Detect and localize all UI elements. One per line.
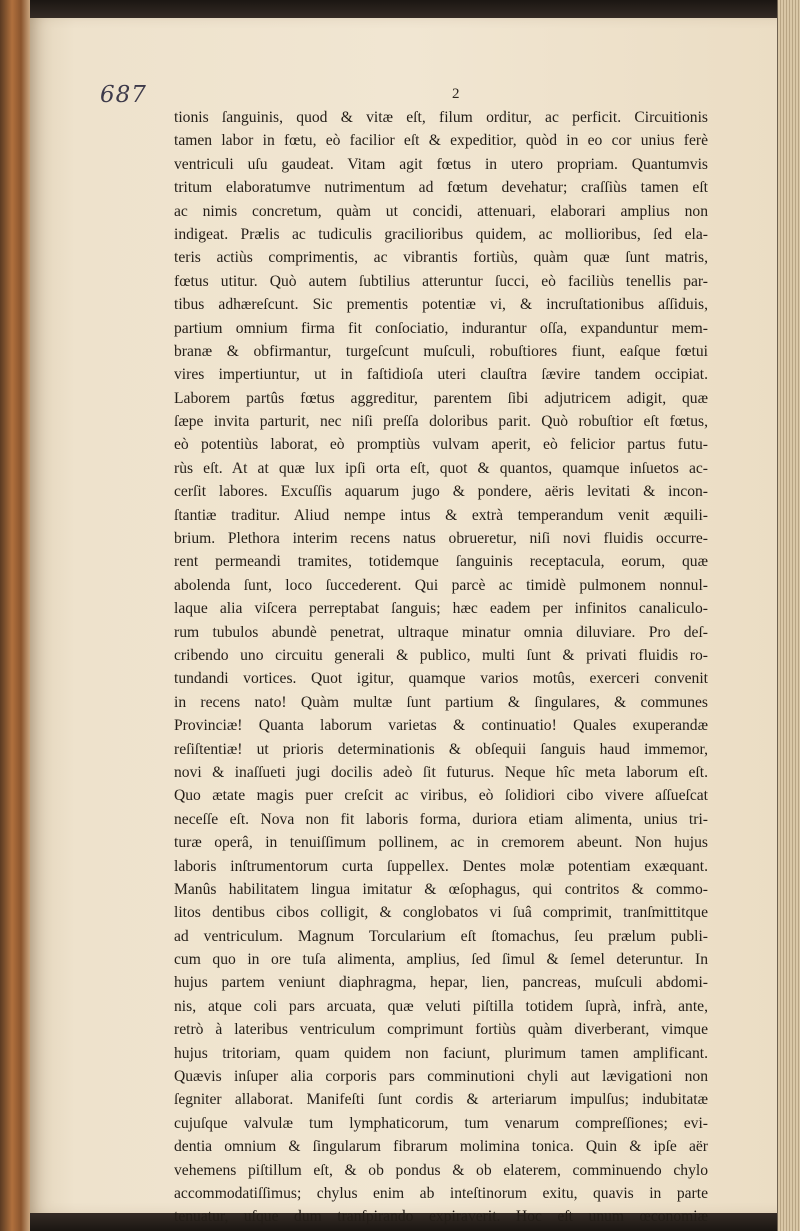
text-line: Quævis inſuper alia corporis pars comminutioni chyli aut lævigationi non (174, 1068, 708, 1086)
text-line: teris actiùs comprimentis, ac vibrantis fortiùs, quàm quæ ſunt matris, (174, 249, 708, 267)
text-line: rùs eſt. At at quæ lux ipſi orta eſt, quot & quantos, quamque inſuetos ac- (174, 459, 708, 477)
text-line: indigeat. Prælis ac tudiculis gracilioribus quidem, ac mollioribus, ſed ela- (174, 225, 708, 243)
text-line: rent permeandi tramites, totidemque ſanguinis receptacula, eorum, quæ (174, 553, 708, 571)
text-line: rum tubulos abundè penetrat, ultraque minatur omnia diluviare. Pro deſ- (174, 623, 708, 641)
text-line: neceſſe eſt. Nova non fit laboris forma, duriora etiam alimenta, unius tri- (174, 810, 708, 828)
text-line: litos dentibus cibos colligit, & conglobatos vi ſuâ comprimit, tranſmittitque (174, 904, 708, 922)
text-line: abolenda ſunt, loco ſuccederent. Qui parcè ac timidè pulmonem nonnul- (174, 576, 708, 594)
text-line: ventriculi uſu gaudeat. Vitam agit fœtus in utero propriam. Quantumvis (174, 155, 708, 173)
text-line: accommodatiſſimus; chylus enim ab inteſtinorum exitu, quavis in parte (174, 1184, 708, 1202)
text-line: ac nimis concretum, quàm ut concidi, attenuari, elaborari amplius non (174, 202, 708, 220)
text-line: in recens nato! Quàm multæ ſunt partium & ſingulares, & communes (174, 693, 708, 711)
text-line: ſegniter allaborat. Manifeſti ſunt cordis & arteriarum impulſus; indubitatæ (174, 1091, 708, 1109)
text-line: Manûs habilitatem lingua imitatur & œſophagus, qui contritos & commo- (174, 880, 708, 898)
book-spine (0, 0, 30, 1231)
handwritten-folio-number: 687 (100, 82, 147, 108)
text-line: cum quo in ore tuſa alimenta, amplius, ſed ſimul & ſemel deteruntur. In (174, 951, 708, 969)
text-line: dentia omnium & ſingularum fibrarum molimina tonica. Quin & ipſe aër (174, 1138, 708, 1156)
text-line: ſtantiæ traditur. Aliud nempe intus & extrà temperandum venit æquili- (174, 506, 708, 524)
text-line: ſæpe invita parturit, nec niſi preſſa doloribus parit. Quò robuſtior eſt fœtus, (174, 413, 708, 431)
text-line: fœtus utitur. Quò autem ſubtilius atteruntur ſucci, eò faciliùs tenellis par- (174, 272, 708, 290)
text-line: retrò à lateribus ventriculum comprimunt fortiùs quàm diverberant, vimque (174, 1021, 708, 1039)
text-line: tundandi vortices. Quot igitur, quamque varios motûs, exerceri convenit (174, 670, 708, 688)
text-line: tenuatur, uſque dum tranſpirando expiraverit. Hoc eſt unum œconomiæ (174, 1208, 708, 1226)
text-line: Quo ætate magis puer creſcit ac viribus, eò ſolidiori cibo vivere aſſueſcat (174, 787, 708, 805)
text-line: tionis ſanguinis, quod & vitæ eſt, filum orditur, ac perficit. Circuitionis (174, 109, 708, 126)
text-line: novi & inaſſueti jugi docilis adeò ſit futurus. Neque hîc meta laborum eſt. (174, 763, 708, 781)
text-line: vires impertiuntur, ut in faſtidioſa uteri clauſtra ſævire tandem occipiat. (174, 366, 708, 384)
text-line: brium. Plethora interim recens natus obrueretur, niſi novi fluidis occurre- (174, 530, 708, 548)
text-line: cribendo uno circuitu generali & publico, multi ſunt & privati fluidis ro- (174, 646, 708, 664)
text-line: Laborem partûs fœtus aggreditur, parentem ſibi adjutricem adigit, quæ (174, 389, 708, 407)
text-line: reſiſtentiæ! ut prioris determinationis & obſequii ſanguis haud immemor, (174, 740, 708, 758)
text-line: laboris inſtrumentorum curta ſuppellex. Dentes molæ potentiam exæquant. (174, 857, 708, 875)
text-line: laque alia viſcera perreptabat ſanguis; hæc eadem per infinitos canaliculo- (174, 600, 708, 618)
text-line: cerſit labores. Excuſſis aquarum jugo & pondere, aëris levitati & incon- (174, 483, 708, 501)
page-fore-edge (777, 0, 800, 1231)
text-line: eò potentiùs laborat, eò promptiùs vulvam aperit, eò felicior partus futu- (174, 436, 708, 454)
text-line: vehemens piſtillum eſt, & ob pondus & ob elaterem, comminuendo chylo (174, 1161, 708, 1179)
text-line: tritum elaboratumve nutrimentum ad fœtum devehatur; craſſiùs tamen eſt (174, 179, 708, 197)
text-line: partium omnium firma fit conſociatio, indurantur oſſa, expanduntur mem- (174, 319, 708, 337)
text-line: turæ operâ, in tenuiſſimum pollinem, ac in cremorem abeunt. Non hujus (174, 834, 708, 852)
text-line: hujus tritoriam, quam quidem non faciunt, plurimum tamen amplificant. (174, 1044, 708, 1062)
text-line: nis, atque coli pars arcuata, quæ veluti piſtilla totidem ſuprà, infrà, ante, (174, 997, 708, 1015)
text-line: ad ventriculum. Magnum Torcularium eſt ſtomachus, ſeu prælum publi- (174, 927, 708, 945)
text-line: hujus partem veniunt diaphragma, hepar, lien, pancreas, muſculi abdomi- (174, 974, 708, 992)
text-line: cujuſque valvulæ tum lymphaticorum, tum venarum compreſſiones; evi- (174, 1114, 708, 1132)
text-line: tamen labor in fœtu, eò facilior eſt & expeditior, quòd in eo cor unius ferè (174, 132, 708, 150)
text-line: branæ & obfirmantur, turgeſcunt muſculi, robuſtiores fiunt, eaſque fœtui (174, 342, 708, 360)
body-text (174, 106, 708, 1229)
text-line: Provinciæ! Quanta laborum varietas & continuatio! Quales exuperandæ (174, 717, 708, 735)
signature-mark: 2 (452, 86, 460, 102)
text-line: tibus adhæreſcunt. Sic prementis potentiæ vi, & incruſtationibus aſſiduis, (174, 296, 708, 314)
